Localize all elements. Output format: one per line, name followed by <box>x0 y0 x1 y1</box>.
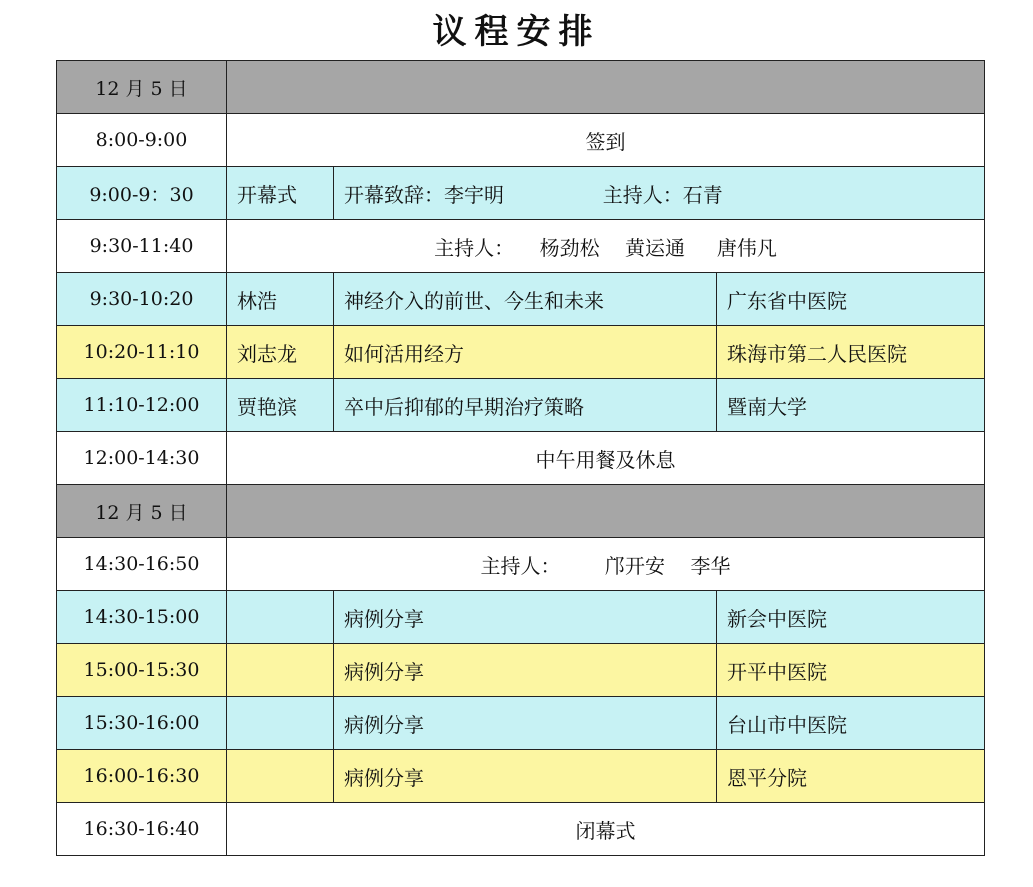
opening-cell <box>334 167 985 220</box>
time-cell: 11:10-12:00 <box>57 379 227 432</box>
agenda-row <box>57 591 985 644</box>
speaker-cell: 贾艳滨 <box>227 379 334 432</box>
time-cell: 15:30-16:00 <box>57 697 227 750</box>
agenda-row <box>57 273 985 326</box>
topic-cell: 病例分享 <box>334 644 717 697</box>
event-cell: 签到 <box>227 114 985 167</box>
agenda-row <box>57 114 985 167</box>
date-cell: 12 月 5 日 <box>57 485 227 538</box>
agenda-row <box>57 220 985 273</box>
date-filler-cell <box>227 485 985 538</box>
host-cell: 主持人： 杨劲松 黄运通 唐伟凡 <box>227 220 985 273</box>
time-cell: 14:30-16:50 <box>57 538 227 591</box>
agenda-row <box>57 379 985 432</box>
topic-cell: 神经介入的前世、今生和未来 <box>334 273 717 326</box>
organization-cell: 台山市中医院 <box>717 697 985 750</box>
time-cell: 9:30-10:20 <box>57 273 227 326</box>
topic-cell: 病例分享 <box>334 697 717 750</box>
speaker-cell: 刘志龙 <box>227 326 334 379</box>
time-cell: 9:00-9：30 <box>57 167 227 220</box>
organization-cell: 珠海市第二人民医院 <box>717 326 985 379</box>
agenda-row <box>57 750 985 803</box>
opening-host-text: 主持人：石青 <box>602 182 723 207</box>
agenda-row <box>57 697 985 750</box>
agenda-table <box>56 60 985 856</box>
time-cell: 14:30-15:00 <box>57 591 227 644</box>
event-cell: 闭幕式 <box>227 803 985 856</box>
date-filler-cell <box>227 61 985 114</box>
speaker-cell <box>227 697 334 750</box>
agenda-row <box>57 538 985 591</box>
organization-cell: 新会中医院 <box>717 591 985 644</box>
date-header-row <box>57 61 985 114</box>
speaker-cell: 林浩 <box>227 273 334 326</box>
time-cell: 12:00-14:30 <box>57 432 227 485</box>
opening-speech-text: 开幕致辞：李宇明 <box>344 182 504 207</box>
time-cell: 15:00-15:30 <box>57 644 227 697</box>
speaker-cell <box>227 750 334 803</box>
topic-cell: 病例分享 <box>334 750 717 803</box>
topic-cell: 如何活用经方 <box>334 326 717 379</box>
speaker-cell <box>227 591 334 644</box>
agenda-row <box>57 644 985 697</box>
agenda-row <box>57 326 985 379</box>
time-cell: 16:30-16:40 <box>57 803 227 856</box>
time-cell: 9:30-11:40 <box>57 220 227 273</box>
speaker-cell <box>227 644 334 697</box>
page-title: 议程安排 <box>432 12 601 52</box>
topic-cell: 卒中后抑郁的早期治疗策略 <box>334 379 717 432</box>
agenda-row <box>57 167 985 220</box>
agenda-row <box>57 803 985 856</box>
organization-cell: 开平中医院 <box>717 644 985 697</box>
date-header-row <box>57 485 985 538</box>
speaker-cell: 开幕式 <box>227 167 334 220</box>
time-cell: 10:20-11:10 <box>57 326 227 379</box>
date-cell: 12 月 5 日 <box>57 61 227 114</box>
time-cell: 16:00-16:30 <box>57 750 227 803</box>
agenda-body <box>57 61 985 856</box>
event-cell: 中午用餐及休息 <box>227 432 985 485</box>
organization-cell: 暨南大学 <box>717 379 985 432</box>
topic-cell: 病例分享 <box>334 591 717 644</box>
time-cell: 8:00-9:00 <box>57 114 227 167</box>
agenda-row <box>57 432 985 485</box>
host-cell: 主持人： 邝开安 李华 <box>227 538 985 591</box>
organization-cell: 恩平分院 <box>717 750 985 803</box>
organization-cell: 广东省中医院 <box>717 273 985 326</box>
